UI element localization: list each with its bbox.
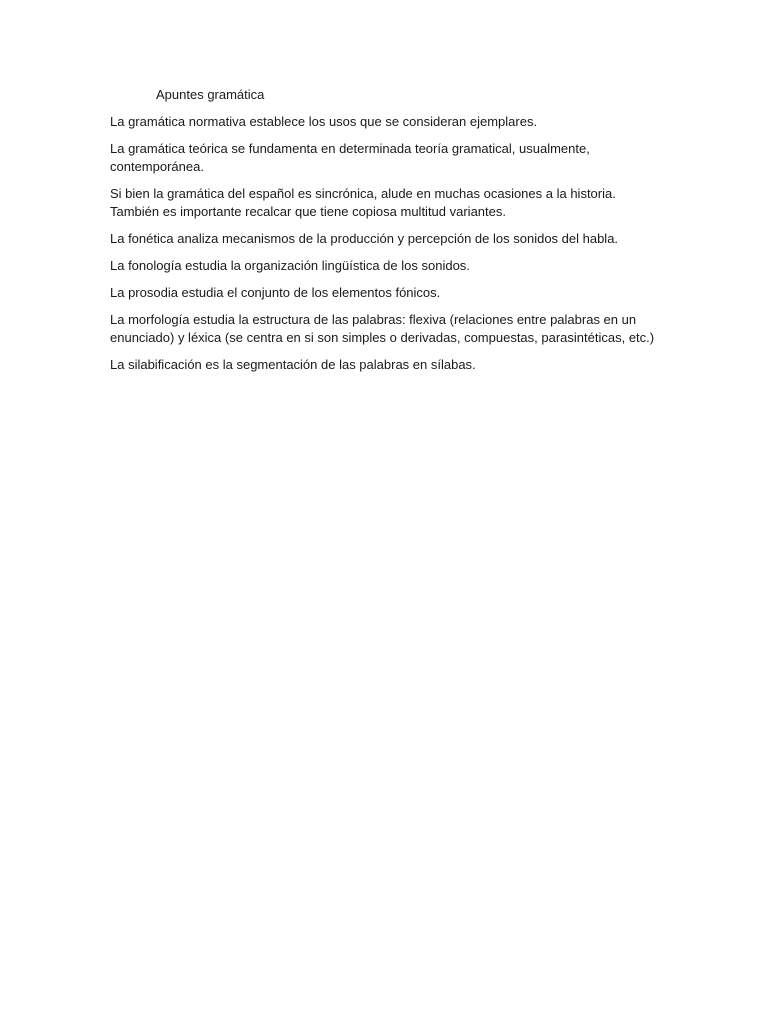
paragraph-syllabification: La silabificación es la segmentación de las palabras en sílabas.: [110, 357, 476, 372]
paragraph-normative-grammar: La gramática normativa establece los usos que se consideran ejemplares.: [110, 114, 538, 129]
paragraph-theoretical-grammar: La gramática teórica se fundamenta en determinada teoría gramatical, usualmente, contemporánea.: [110, 141, 590, 174]
paragraph-phonology: La fonología estudia la organización lingüística de los sonidos.: [110, 258, 470, 273]
paragraph-synchronic-grammar: Si bien la gramática del español es sincrónica, alude en muchas ocasiones a la historia. También es importante recalcar que tiene copiosa multitud variantes.: [110, 186, 616, 219]
paragraph-phonetics: La fonética analiza mecanismos de la producción y percepción de los sonidos del habla.: [110, 231, 619, 246]
paragraph-morphology: La morfología estudia la estructura de las palabras: flexiva (relaciones entre palabras en un enunciado) y léxica (se centra en si son simples o derivadas, compuestas, parasintéticas, etc.): [110, 312, 655, 345]
paragraph-prosody: La prosodia estudia el conjunto de los elementos fónicos.: [110, 285, 441, 300]
document-title: Apuntes gramática: [156, 87, 265, 102]
document-body: [110, 86, 670, 383]
